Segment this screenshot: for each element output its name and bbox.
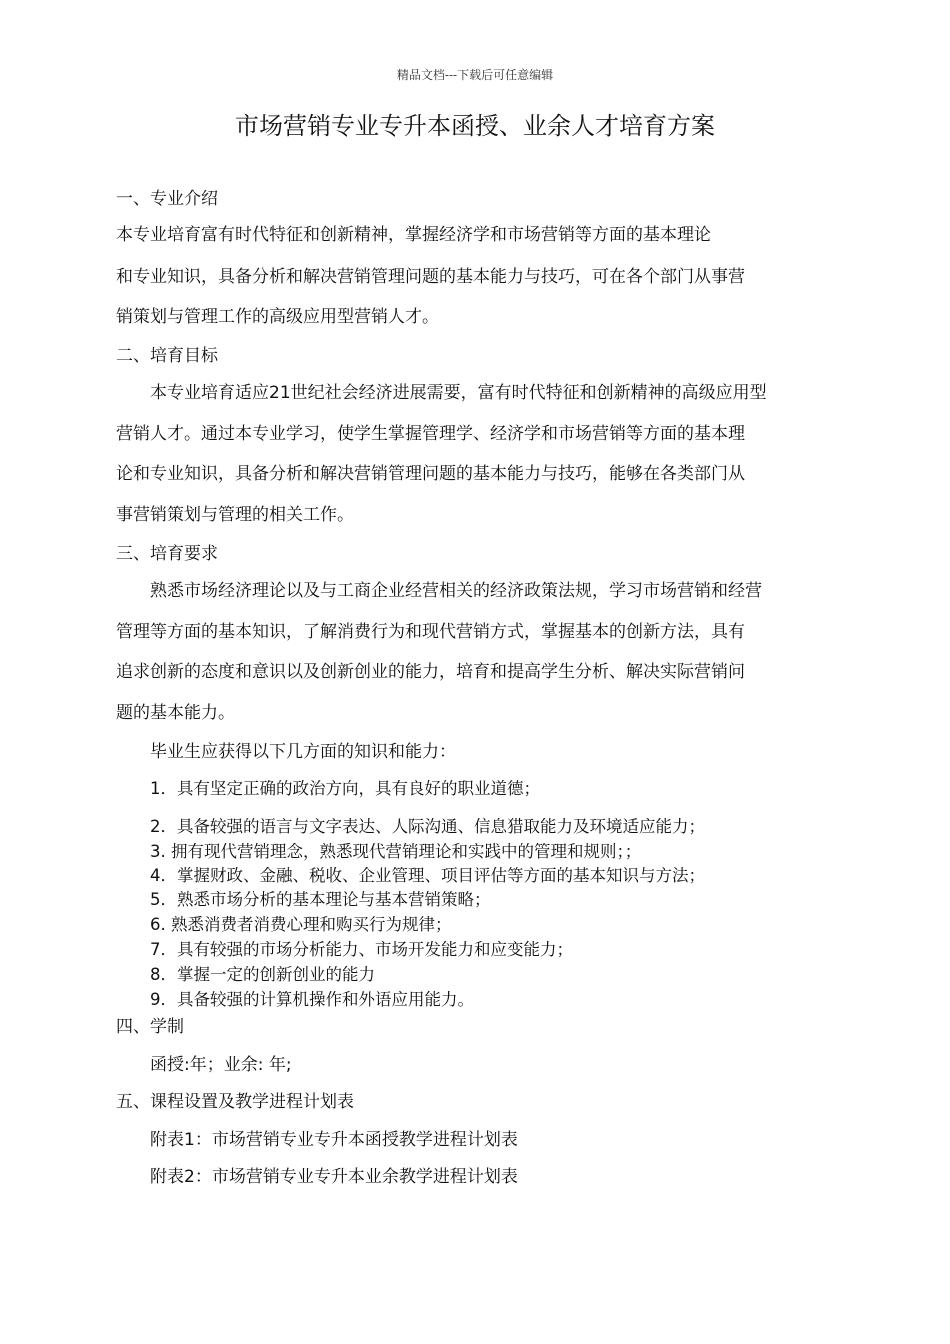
section-4-line: 函授:年；业余: 年; [150, 1055, 292, 1075]
section-2-heading: 二、培育目标 [116, 346, 218, 366]
section-2-line: 营销人才。通过本专业学习，使学生掌握管理学、经济学和市场营销等方面的基本理 [116, 424, 745, 444]
section-3-line: 追求创新的态度和意识以及创新创业的能力，培育和提高学生分析、解决实际营销问 [116, 662, 745, 682]
requirement-item: 3. 拥有现代营销理念，熟悉现代营销理论和实践中的管理和规则；； [150, 842, 642, 861]
section-1-line: 本专业培育富有时代特征和创新精神，掌握经济学和市场营销等方面的基本理论 [116, 225, 711, 245]
requirement-item: 1．具有坚定正确的政治方向，具有良好的职业道德； [150, 779, 540, 798]
requirement-item: 5．熟悉市场分析的基本理论与基本营销策略； [150, 890, 491, 909]
section-1-heading: 一、专业介绍 [116, 189, 218, 209]
section-1-line: 销策划与管理工作的高级应用型营销人才。 [116, 307, 439, 327]
requirement-item: 4．掌握财政、金融、税收、企业管理、项目评估等方面的基本知识与方法； [150, 866, 705, 885]
section-3-line: 熟悉市场经济理论以及与工商企业经营相关的经济政策法规，学习市场营销和经营 [150, 581, 762, 601]
section-5-heading: 五、课程设置及教学进程计划表 [116, 1092, 354, 1112]
appendix-line: 附表2：市场营销专业专升本业余教学进程计划表 [150, 1167, 518, 1187]
section-3-line: 题的基本能力。 [116, 703, 235, 723]
section-4-heading: 四、学制 [116, 1017, 184, 1037]
appendix-line: 附表1：市场营销专业专升本函授教学进程计划表 [150, 1130, 518, 1150]
section-3-line: 管理等方面的基本知识，了解消费行为和现代营销方式，掌握基本的创新方法，具有 [116, 622, 745, 642]
requirement-item: 7．具有较强的市场分析能力、市场开发能力和应变能力； [150, 940, 573, 959]
document-title: 市场营销专业专升本函授、业余人才培育方案 [235, 112, 715, 140]
requirement-item: 2．具备较强的语言与文字表达、人际沟通、信息猎取能力及环境适应能力； [150, 817, 705, 836]
requirement-item: 9．具备较强的计算机操作和外语应用能力。 [150, 990, 474, 1009]
section-2-line: 本专业培育适应21世纪社会经济进展需要，富有时代特征和创新精神的高级应用型 [150, 383, 767, 403]
requirement-item: 8．掌握一定的创新创业的能力 [150, 965, 375, 984]
section-2-line: 事营销策划与管理的相关工作。 [116, 505, 354, 525]
requirement-item: 6. 熟悉消费者消费心理和购买行为规律； [150, 915, 452, 934]
section-3-intro: 毕业生应获得以下几方面的知识和能力： [150, 742, 456, 762]
section-2-line: 论和专业知识，具备分析和解决营销管理问题的基本能力与技巧，能够在各类部门从 [116, 464, 745, 484]
section-3-heading: 三、培育要求 [116, 544, 218, 564]
page-header: 精品文档---下载后可任意编辑 [396, 68, 554, 82]
section-1-line: 和专业知识，具备分析和解决营销管理问题的基本能力与技巧，可在各个部门从事营 [116, 267, 745, 287]
